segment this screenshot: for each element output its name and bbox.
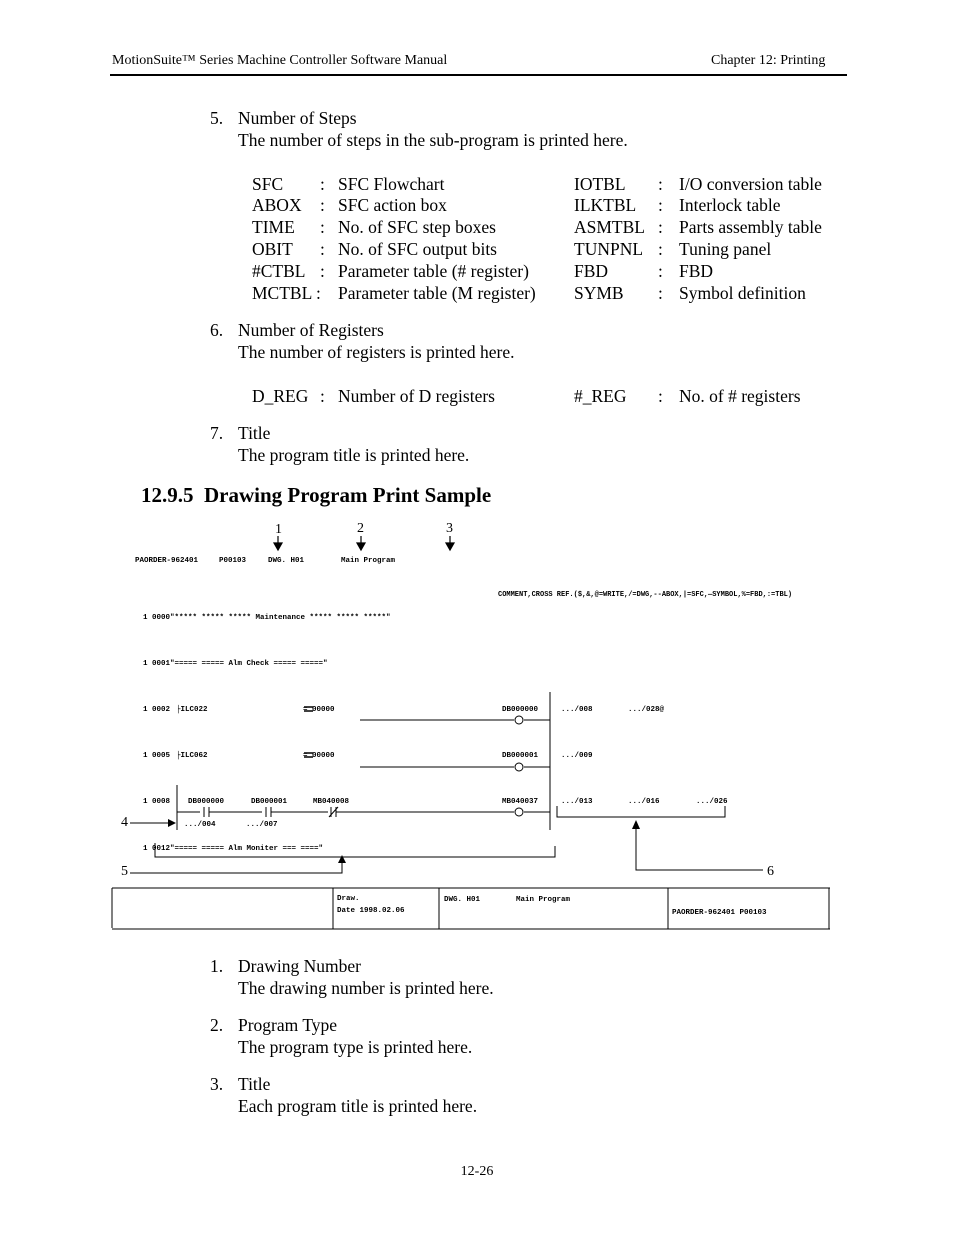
item-number: 2. <box>210 1015 224 1035</box>
abbrev: TUNPNL <box>574 239 644 259</box>
meaning: FBD <box>679 261 714 281</box>
meaning: Parameter table (M register) <box>338 283 536 303</box>
print-compare: = 00000 <box>303 706 335 714</box>
print-xref: .../008 <box>561 706 593 714</box>
abbrev: SYMB <box>574 283 624 303</box>
footer-draw: Draw. <box>337 895 360 903</box>
callout-1: 1 <box>275 522 282 537</box>
item-number: 3. <box>210 1074 224 1094</box>
print-xref: .../026 <box>696 798 728 806</box>
print-coil: MB040037 <box>502 798 539 806</box>
abbrev: D_REG <box>252 386 309 406</box>
meaning: Number of D registers <box>338 386 495 406</box>
meaning: Interlock table <box>679 195 781 215</box>
meaning: Parameter table (# register) <box>338 261 529 281</box>
abbrev: TIME <box>252 217 295 237</box>
print-line-no: 1 0002 <box>143 706 171 714</box>
print-line: 1 0000"***** ***** ***** Maintenance ***** ***** *****" <box>143 614 391 622</box>
print-comment-line: COMMENT,CROSS REF.($,&,@=WRITE,/=DWG,--ABOX,|=SFC,—SYMBOL,%=FBD,:=TBL) <box>498 591 793 599</box>
colon: : <box>320 261 325 281</box>
abbrev: IOTBL <box>574 174 626 194</box>
abbrev: #CTBL <box>252 261 306 281</box>
print-xref: .../009 <box>561 752 593 760</box>
item-title: Title <box>238 423 271 443</box>
print-contact: ├ILC062 <box>176 752 208 760</box>
colon: : <box>658 386 663 406</box>
print-line-no: 1 0005 <box>143 752 171 760</box>
colon: : <box>658 174 663 194</box>
print-drawing-no: DWG. H01 <box>268 557 305 565</box>
item-title: Drawing Number <box>238 956 361 976</box>
callout-6: 6 <box>767 864 774 879</box>
running-header-title: MotionSuite™ Series Machine Controller Software Manual <box>112 53 448 68</box>
print-compare: = 00000 <box>303 752 335 760</box>
colon: : <box>316 283 321 303</box>
colon: : <box>320 174 325 194</box>
meaning: Parts assembly table <box>679 217 822 237</box>
print-xref: .../007 <box>246 821 278 829</box>
meaning: No. of # registers <box>679 386 801 406</box>
abbrev: ASMTBL <box>574 217 645 237</box>
colon: : <box>658 195 663 215</box>
meaning: No. of SFC output bits <box>338 239 497 259</box>
item-description: The number of steps in the sub-program is printed here. <box>238 130 628 150</box>
item-title: Number of Steps <box>238 108 357 128</box>
footer-order-no: PAORDER-962401 P00103 <box>672 909 767 917</box>
section-title: Drawing Program Print Sample <box>204 483 492 507</box>
footer-drawing-no: DWG. H01 <box>444 896 481 904</box>
meaning: Tuning panel <box>679 239 772 259</box>
meaning: Symbol definition <box>679 283 806 303</box>
colon: : <box>658 239 663 259</box>
colon: : <box>320 217 325 237</box>
item-description: Each program title is printed here. <box>238 1096 478 1116</box>
footer-date: Date 1998.02.06 <box>337 907 405 915</box>
item-title: Title <box>238 1074 271 1094</box>
print-xref: .../004 <box>184 821 216 829</box>
print-contact: ├ILC022 <box>176 706 208 714</box>
print-xref: .../028@ <box>628 706 665 714</box>
print-line: 1 0012"===== ===== Alm Moniter === ====" <box>143 845 324 853</box>
print-contact: MB040008 <box>313 798 350 806</box>
item-title: Program Type <box>238 1015 338 1035</box>
abbrev: ABOX <box>252 195 302 215</box>
running-header-chapter: Chapter 12: Printing <box>711 53 826 68</box>
print-coil: DB000000 <box>502 706 539 714</box>
colon: : <box>658 283 663 303</box>
item-description: The program type is printed here. <box>238 1037 473 1057</box>
abbrev: OBIT <box>252 239 293 259</box>
footer-program-type: Main Program <box>516 896 571 904</box>
item-number: 1. <box>210 956 224 976</box>
page-number: 12-26 <box>460 1164 494 1179</box>
print-line: 1 0001"===== ===== Alm Check ===== =====" <box>143 660 328 668</box>
meaning: I/O conversion table <box>679 174 822 194</box>
section-number: 12.9.5 <box>141 483 194 507</box>
item-description: The drawing number is printed here. <box>238 978 494 998</box>
print-xref: .../013 <box>561 798 593 806</box>
colon: : <box>320 195 325 215</box>
callout-5: 5 <box>121 864 128 879</box>
meaning: SFC action box <box>338 195 447 215</box>
print-program-type: Main Program <box>341 557 396 565</box>
print-order-no: PAORDER-962401 <box>135 557 199 565</box>
item-description: The number of registers is printed here. <box>238 342 515 362</box>
print-contact: DB000001 <box>251 798 288 806</box>
abbrev: FBD <box>574 261 609 281</box>
item-number: 7. <box>210 423 224 443</box>
item-description: The program title is printed here. <box>238 445 470 465</box>
item-number: 5. <box>210 108 224 128</box>
item-title: Number of Registers <box>238 320 384 340</box>
abbrev: #_REG <box>574 386 627 406</box>
abbrev: SFC <box>252 174 284 194</box>
callout-3: 3 <box>446 521 453 536</box>
print-xref: .../016 <box>628 798 660 806</box>
print-line-no: 1 0008 <box>143 798 171 806</box>
item-number: 6. <box>210 320 224 340</box>
colon: : <box>320 239 325 259</box>
print-contact: DB000000 <box>188 798 225 806</box>
callout-4: 4 <box>121 815 128 830</box>
meaning: SFC Flowchart <box>338 174 445 194</box>
callout-2: 2 <box>357 521 364 536</box>
print-program-no: P00103 <box>219 557 247 565</box>
colon: : <box>320 386 325 406</box>
colon: : <box>658 217 663 237</box>
colon: : <box>658 261 663 281</box>
print-coil: DB000001 <box>502 752 539 760</box>
abbrev: ILKTBL <box>574 195 637 215</box>
meaning: No. of SFC step boxes <box>338 217 496 237</box>
abbrev: MCTBL <box>252 283 313 303</box>
